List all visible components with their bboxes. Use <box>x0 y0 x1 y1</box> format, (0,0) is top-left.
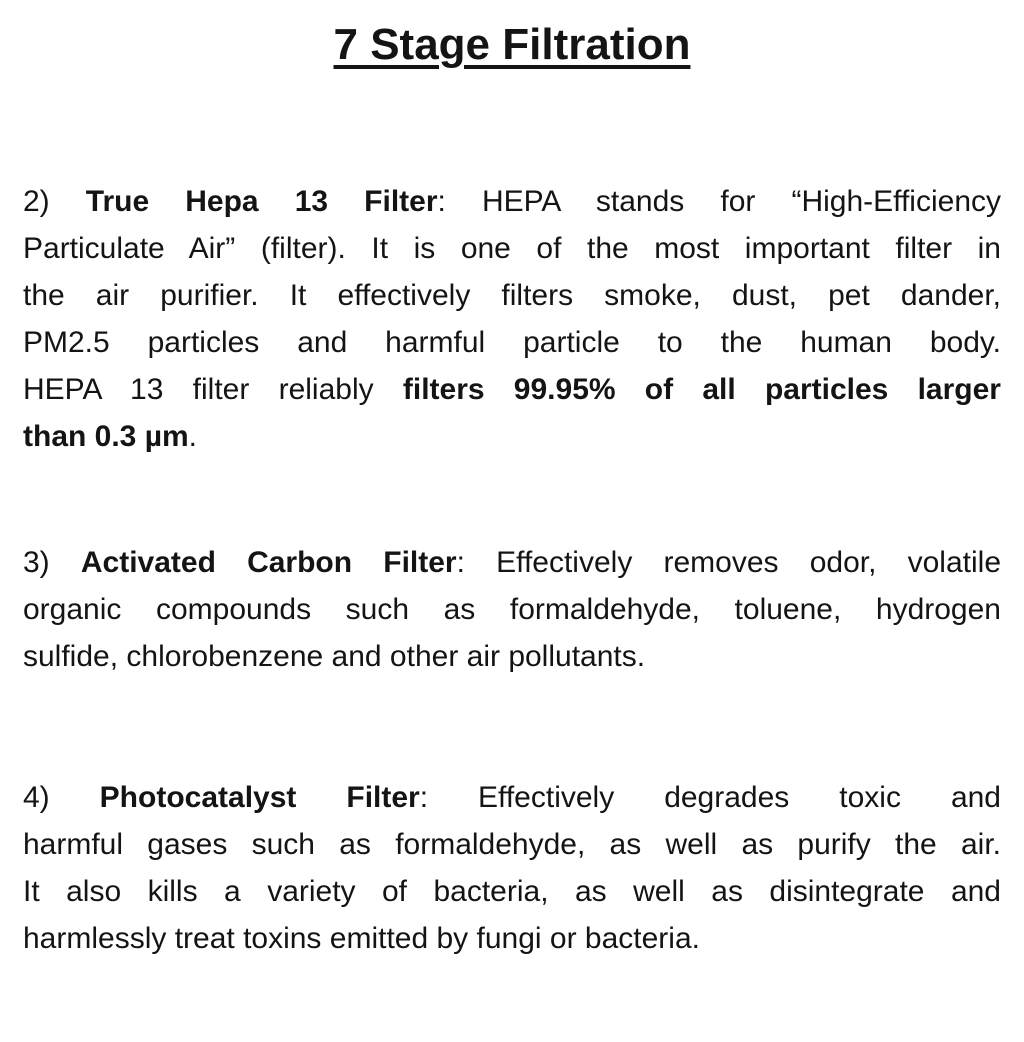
bold-text: filters 99.95% of all particles larger <box>402 373 1001 406</box>
text-line <box>23 539 1001 586</box>
regular-text: sulfide, chlorobenzene and other air pollutants. <box>23 640 646 673</box>
text-line <box>23 225 1001 272</box>
regular-text: harmlessly treat toxins emitted by fungi or bacteria. <box>23 922 700 955</box>
regular-text: 2) <box>23 185 86 218</box>
regular-text: 4) <box>23 781 100 814</box>
regular-text: It also kills a variety of bacteria, as well as disintegrate and <box>23 875 1001 908</box>
regular-text: HEPA 13 filter reliably <box>23 373 403 406</box>
text-line <box>23 586 1001 633</box>
document-page <box>0 18 1024 962</box>
text-line <box>23 413 1001 460</box>
regular-text: : HEPA stands for “High-Efficiency <box>437 185 1002 218</box>
text-line <box>23 272 1001 319</box>
text-line <box>23 319 1001 366</box>
bold-text: Activated Carbon Filter <box>80 546 457 579</box>
regular-text: organic compounds such as formaldehyde, toluene, hydrogen <box>23 593 1001 626</box>
paragraph-true-hepa-13-filter <box>23 178 1001 460</box>
paragraph-photocatalyst-filter <box>23 774 1001 962</box>
paragraph-activated-carbon-filter <box>23 539 1001 680</box>
bold-text: Photocatalyst Filter <box>99 781 420 814</box>
text-line <box>23 868 1001 915</box>
regular-text: Particulate Air” (filter). It is one of the most important filter in <box>23 232 1001 265</box>
bold-text: than 0.3 µm <box>23 420 189 453</box>
text-line <box>23 633 1001 680</box>
body-text <box>23 178 1001 962</box>
regular-text: the air purifier. It effectively filters smoke, dust, pet dander, <box>23 279 1001 312</box>
page-title: 7 Stage Filtration <box>333 20 691 69</box>
text-line <box>23 821 1001 868</box>
text-line <box>23 366 1001 413</box>
text-line <box>23 915 1001 962</box>
regular-text: harmful gases such as formaldehyde, as well as purify the air. <box>23 828 1001 861</box>
text-line <box>23 774 1001 821</box>
regular-text: PM2.5 particles and harmful particle to the human body. <box>23 326 1001 359</box>
bold-text: True Hepa 13 Filter <box>85 185 438 218</box>
regular-text: . <box>188 420 198 453</box>
text-line <box>23 178 1001 225</box>
regular-text: : Effectively degrades toxic and <box>419 781 1001 814</box>
regular-text: 3) <box>23 546 81 579</box>
regular-text: : Effectively removes odor, volatile <box>456 546 1001 579</box>
